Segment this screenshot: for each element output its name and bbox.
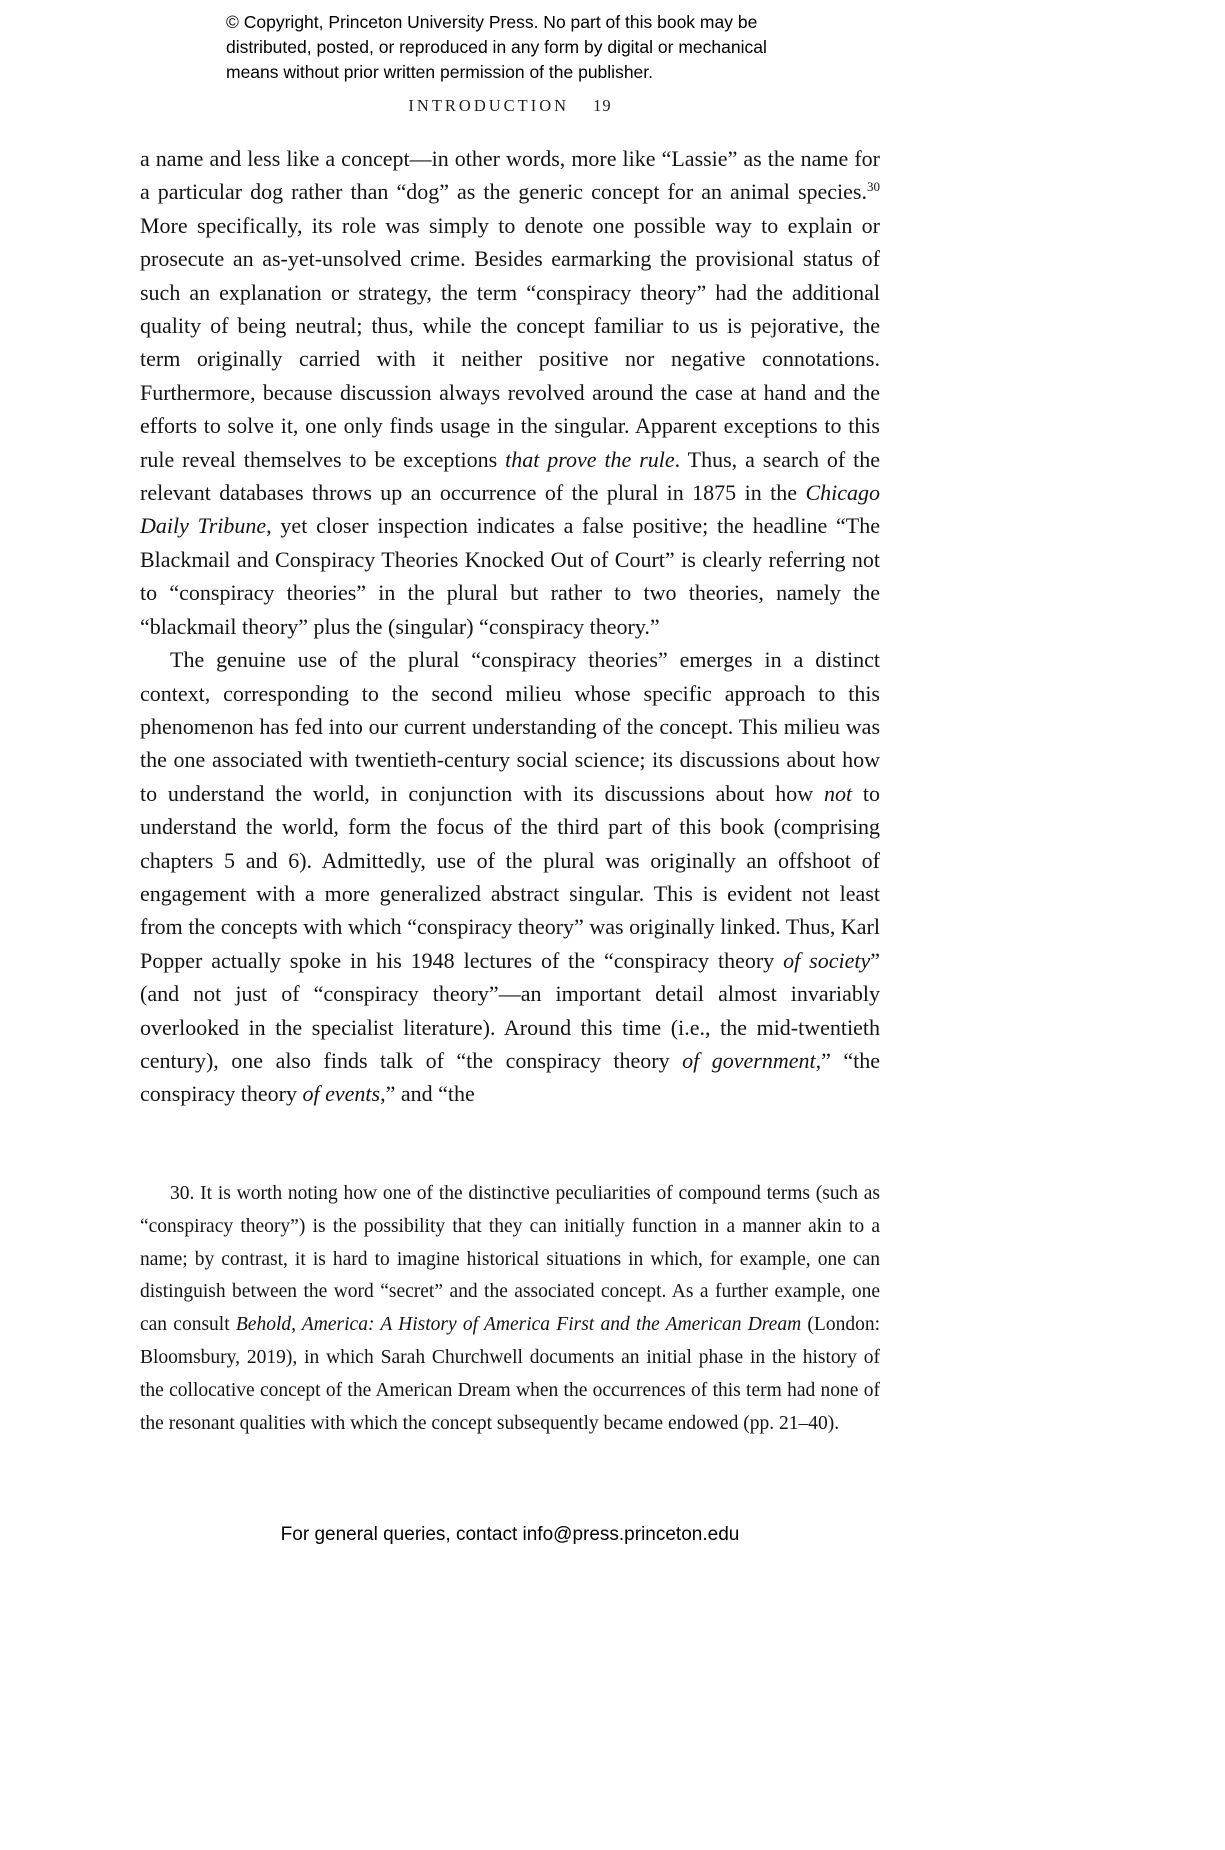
paragraph — [140, 142, 880, 643]
text-run: (London: Bloomsbury, 2019), in which Sarah Churchwell documents an initial phase in the history of the collocative concept of the American Dream when the occurrences of this term had none of the resonant qualities with which the concept subsequently became endowed (pp. 21–40). — [140, 1314, 880, 1434]
italic-text: Behold, America: A History of America First and the American Dream — [235, 1314, 802, 1336]
italic-text: of government — [682, 1047, 816, 1073]
footnote — [140, 1178, 880, 1440]
text-run: The genuine use of the plural “conspiracy theories” emerges in a distinct context, corresponding to the second milieu whose specific approach to this phenomenon has fed into our current understanding of the concept. This milieu was the one associated with twentieth-century social science; its discussions about how to understand the world, in conjunction with its discussions about how — [140, 647, 880, 806]
text-run: a name and less like a concept—in other words, more like “Lassie” as the name for a particular dog rather than “dog” as the generic concept for an animal species. — [140, 146, 880, 205]
copyright-notice — [226, 10, 767, 85]
text-run: 30. It is worth noting how one of the distinctive peculiarities of compound terms (such as “conspiracy theory”) is the possibility that they can initially function in a manner akin to a name; by contrast, it is hard to imagine historical situations in which, for example, one can distinguish between the word “secret” and the associated concept. As a further example, one can consult — [140, 1183, 880, 1336]
copyright-line: © Copyright, Princeton University Press. No part of this book may be — [226, 12, 758, 32]
text-run: , yet closer inspection indicates a false positive; the headline “The Blackmail and Conspiracy Theories Knocked Out of Court” is clearly referring not to “conspiracy theories” in the plural but rather to two theories, namely the “blackmail theory” plus the (singular) “conspiracy theory.” — [140, 513, 880, 639]
italic-text: not — [823, 780, 853, 806]
footer-contact: For general queries, contact info@press.princeton.edu — [280, 1524, 740, 1545]
italic-text: of society — [783, 947, 871, 973]
text-run: More specifically, its role was simply to denote one possible way to explain or prosecute an as-yet-unsolved crime. Besides earmarking the provisional status of such an explanation or strategy, the term “conspiracy theory” had the additional quality of being neutral; thus, while the concept familiar to us is pejorative, the term originally carried with it neither positive nor negative connotations. Furthermore, because discussion always revolved around the case at hand and the efforts to solve it, one only finds usage in the singular. Apparent exceptions to this rule reveal themselves to be exceptions — [140, 212, 880, 472]
page-number: 19 — [593, 96, 612, 115]
running-header — [140, 96, 880, 116]
footnote-section — [140, 1178, 880, 1440]
italic-text: of events — [302, 1081, 381, 1107]
text-run: . Thus, a search of the relevant databases throws up an occurrence of the plural in 1875 in the — [140, 446, 880, 506]
text-run: to understand the world, form the focus of the third part of this book (comprising chapters 5 and 6). Admittedly, use of the plural was originally an offshoot of engagement with a more generalized abstract singular. This is evident not least from the concepts with which “conspiracy theory” was originally linked. Thus, Karl Popper actually spoke in his 1948 lectures of the “conspiracy theory — [140, 780, 880, 973]
footnote-reference: 30 — [867, 179, 880, 195]
text-run: ” (and not just of “conspiracy theory”—an important detail almost invariably overlooked in the specialist literature). Around this time (i.e., the mid-twentieth century), one also finds talk of “the conspiracy theory — [140, 947, 880, 1073]
copyright-line: means without prior written permission of the publisher. — [226, 62, 654, 82]
copyright-line: distributed, posted, or reproduced in any form by digital or mechanical — [226, 37, 767, 57]
paragraph — [140, 643, 880, 1111]
body-text — [140, 142, 880, 1111]
text-run: ,” “the conspiracy theory — [140, 1047, 880, 1107]
chapter-title: INTRODUCTION — [408, 96, 570, 115]
text-run: ,” and “the — [380, 1081, 475, 1107]
italic-text: that prove the rule — [505, 446, 675, 472]
italic-text: Chicago Daily Tribune — [140, 480, 880, 539]
